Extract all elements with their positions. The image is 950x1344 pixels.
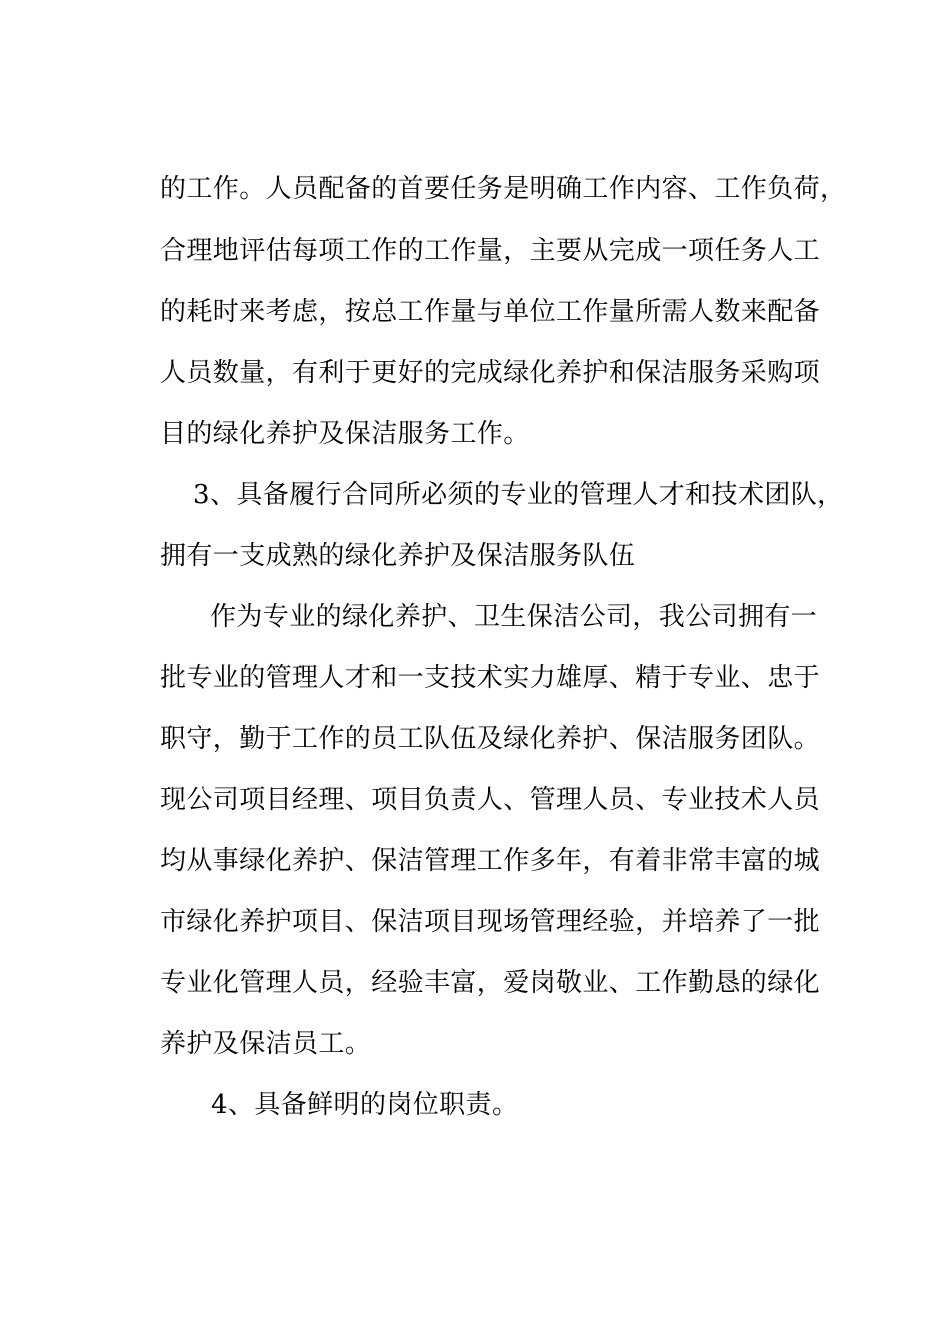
paragraph-line: 的工作。人员配备的首要任务是明确工作内容、工作负荷， [160,174,847,204]
section-heading-3-continued: 拥有一支成熟的绿化养护及保洁服务队伍 [160,541,636,571]
paragraph-line: 现公司项目经理、项目负责人、管理人员、专业技术人员 [160,785,821,815]
paragraph-line: 人员数量，有利于更好的完成绿化养护和保洁服务采购项 [160,358,821,388]
section-heading-4: 4、具备鲜明的岗位职责。 [211,1090,519,1120]
paragraph-line: 市绿化养护项目、保洁项目现场管理经验，并培养了一批 [160,907,821,937]
paragraph-line: 作为专业的绿化养护、卫生保洁公司，我公司拥有一 [210,602,818,632]
paragraph-line: 批专业的管理人才和一支技术实力雄厚、精于专业、忠于 [160,663,821,693]
paragraph-line: 均从事绿化养护、保洁管理工作多年，有着非常丰富的城 [160,846,821,876]
paragraph-line: 合理地评估每项工作的工作量，主要从完成一项任务人工 [160,236,821,266]
paragraph-line: 的耗时来考虑，按总工作量与单位工作量所需人数来配备 [160,297,821,327]
paragraph-line: 养护及保洁员工。 [160,1029,372,1059]
paragraph-line: 目的绿化养护及保洁服务工作。 [160,419,530,449]
paragraph-line: 专业化管理人员，经验丰富，爱岗敬业、工作勤恳的绿化 [160,968,821,998]
section-heading-3: 3、具备履行合同所必须的专业的管理人才和技术团队， [193,480,844,510]
paragraph-line: 职守，勤于工作的员工队伍及绿化养护、保洁服务团队。 [160,724,821,754]
